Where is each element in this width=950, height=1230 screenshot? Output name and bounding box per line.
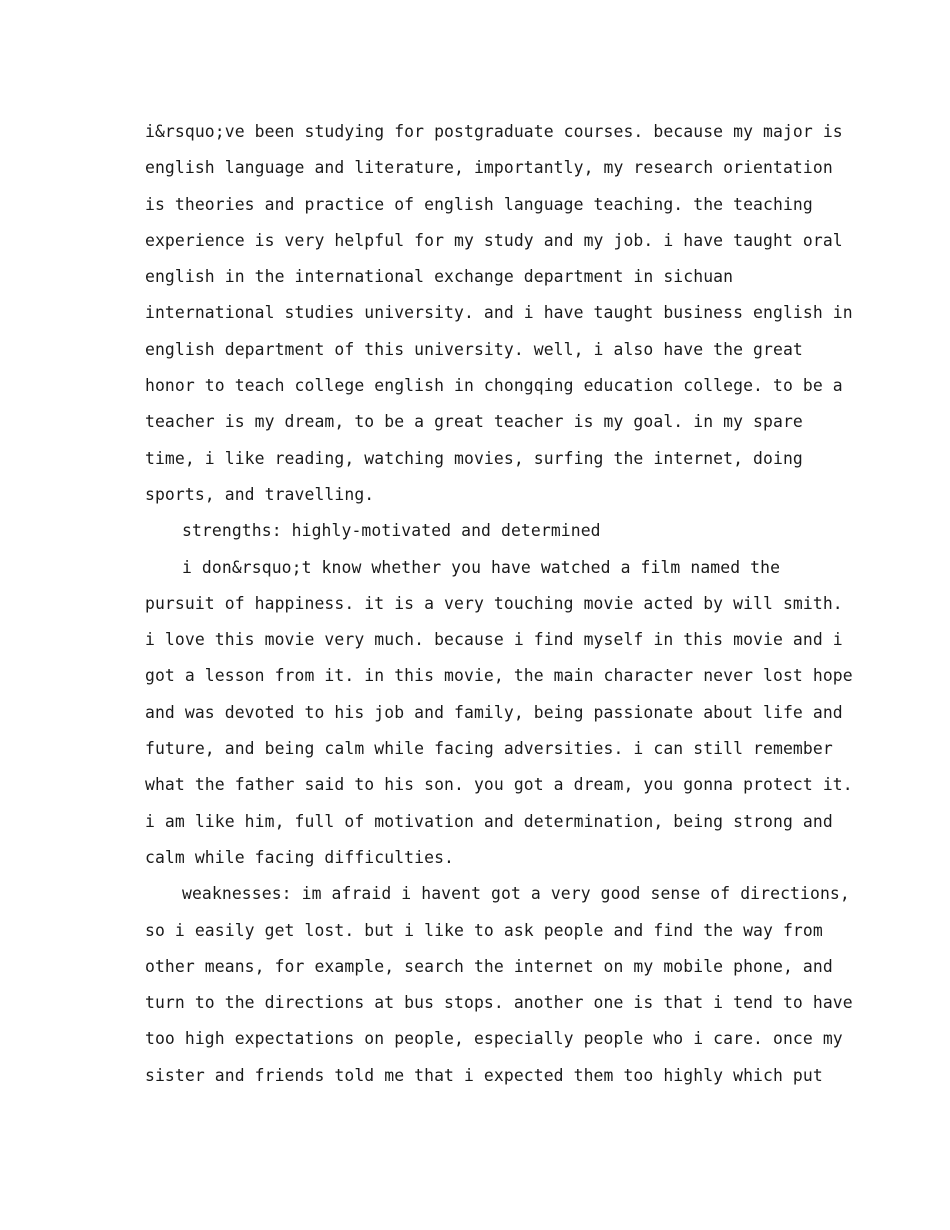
paragraph-strengths-heading	[145, 513, 825, 549]
text-line: honor to teach college english in chongqing education college. to be a	[145, 376, 843, 396]
text-line: experience is very helpful for my study and my job. i have taught oral	[145, 230, 843, 250]
text-line: i love this movie very much. because i find myself in this movie and i	[145, 630, 843, 650]
text-line: sister and friends told me that i expected them too highly which put	[145, 1065, 823, 1085]
text-line: too high expectations on people, especially people who i care. once my	[145, 1029, 843, 1049]
text-line: calm while facing difficulties.	[145, 847, 455, 867]
text-line: pursuit of happiness. it is a very touching movie acted by will smith.	[145, 593, 843, 613]
text-line: other means, for example, search the internet on my mobile phone, and	[145, 956, 833, 976]
text-line: i don&rsquo;t know whether you have watched a film named the	[182, 557, 781, 577]
text-line: strengths: highly-motivated and determined	[182, 521, 601, 541]
text-line: i am like him, full of motivation and determination, being strong and	[145, 811, 833, 831]
text-line: english in the international exchange department in sichuan	[145, 267, 734, 287]
text-line: got a lesson from it. in this movie, the main character never lost hope	[145, 666, 853, 686]
text-line: is theories and practice of english language teaching. the teaching	[145, 194, 813, 214]
text-line: and was devoted to his job and family, being passionate about life and	[145, 702, 843, 722]
text-line: english language and literature, importantly, my research orientation	[145, 158, 833, 178]
text-line: international studies university. and i have taught business english in	[145, 303, 853, 323]
text-line: time, i like reading, watching movies, surfing the internet, doing	[145, 448, 803, 468]
text-line: turn to the directions at bus stops. another one is that i tend to have	[145, 993, 853, 1013]
text-line: weaknesses: im afraid i havent got a very good sense of directions,	[182, 884, 850, 904]
text-line: teacher is my dream, to be a great teacher is my goal. in my spare	[145, 412, 803, 432]
text-line: sports, and travelling.	[145, 484, 375, 504]
paragraph-strengths	[145, 550, 853, 877]
text-line: future, and being calm while facing adversities. i can still remember	[145, 739, 833, 759]
text-line: i&rsquo;ve been studying for postgraduate courses. because my major is	[145, 122, 843, 141]
text-line: what the father said to his son. you got a dream, you gonna protect it.	[145, 775, 853, 795]
paragraph-weaknesses	[145, 876, 853, 1094]
paragraph-intro	[145, 114, 853, 513]
text-line: english department of this university. well, i also have the great	[145, 339, 803, 359]
document-body	[145, 114, 853, 1094]
text-line: so i easily get lost. but i like to ask people and find the way from	[145, 920, 823, 940]
